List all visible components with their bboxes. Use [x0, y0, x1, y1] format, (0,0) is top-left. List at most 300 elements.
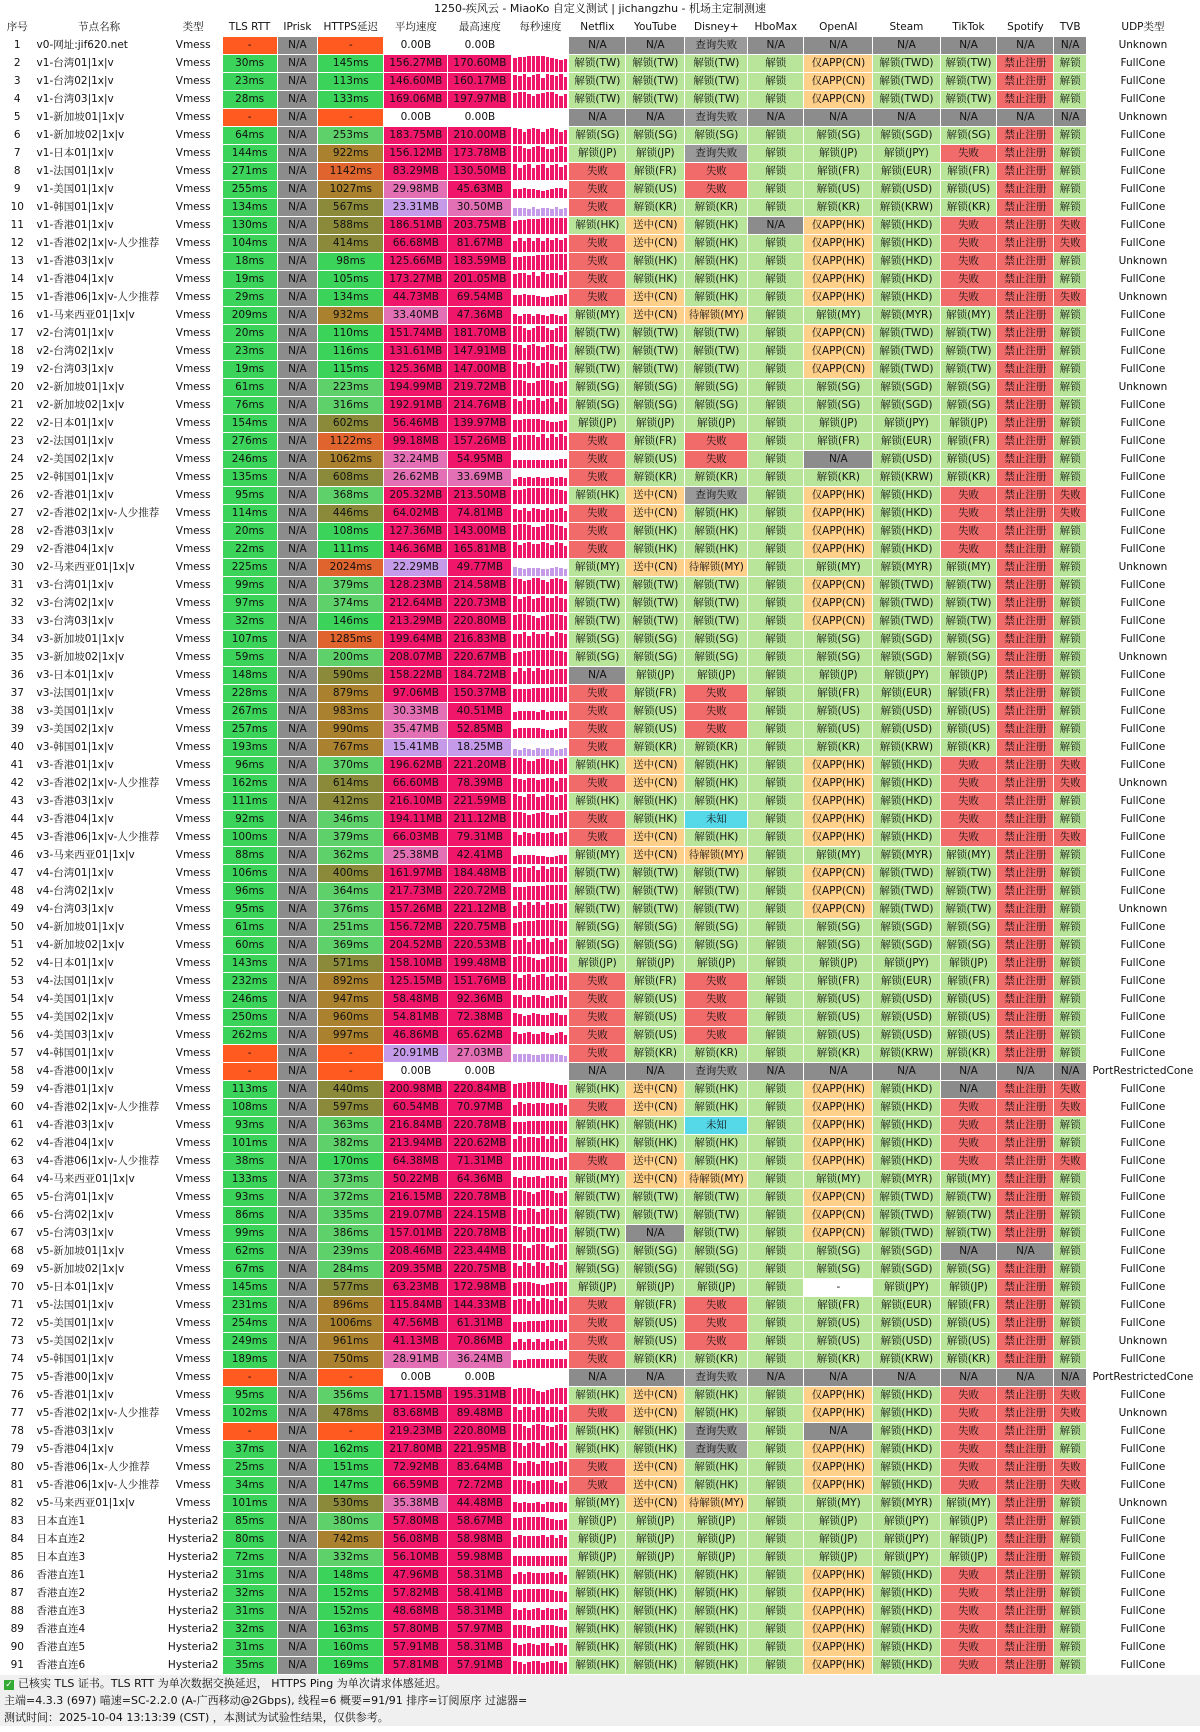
- speed-bar: [559, 74, 563, 90]
- cell-netflix: 解锁(HK): [569, 793, 626, 811]
- cell-openai: 仅APP(HK): [804, 1441, 873, 1459]
- cell-name: v2-日本01|1x|v: [34, 415, 164, 433]
- speed-bar: [527, 400, 531, 414]
- cell-index: 64: [1, 1171, 35, 1189]
- cell-type: Vmess: [164, 1189, 222, 1207]
- cell-max: 221.12MB: [448, 901, 512, 919]
- cell-netflix: 失败: [569, 973, 626, 991]
- cell-iprisk: N/A: [277, 289, 318, 307]
- speed-bar: [546, 1359, 550, 1368]
- cell-iprisk: N/A: [277, 1009, 318, 1027]
- cell-netflix: 解锁(TW): [569, 1225, 626, 1243]
- cell-type: Vmess: [164, 577, 222, 595]
- speed-sparkline: [512, 307, 568, 324]
- cell-https: 160ms: [318, 1639, 384, 1657]
- table-row: [1, 937, 1200, 955]
- cell-type: Vmess: [164, 739, 222, 757]
- cell-spotify: 禁止注册: [997, 55, 1054, 73]
- cell-avg: 28.91MB: [384, 1351, 448, 1369]
- cell-tiktok: 解锁(US): [940, 1027, 997, 1045]
- speed-sparkline: [512, 757, 568, 774]
- cell-max: 57.91MB: [448, 1657, 512, 1675]
- speed-bar: [550, 128, 554, 144]
- speed-bar: [523, 614, 527, 630]
- cell-openai: 解锁(US): [804, 1027, 873, 1045]
- cell-name: v5-日本01|1x|v: [34, 1279, 164, 1297]
- cell-https: 108ms: [318, 523, 384, 541]
- cell-name: v1-法国01|1x|v: [34, 163, 164, 181]
- cell-index: 16: [1, 307, 35, 325]
- speed-bar: [527, 778, 531, 792]
- speed-sparkline: [512, 1243, 568, 1260]
- cell-youtube: 送中(CN): [626, 1495, 685, 1513]
- cell-netflix: 解锁(HK): [569, 1081, 626, 1099]
- speed-bar: [532, 1209, 536, 1224]
- speed-bar: [546, 902, 550, 918]
- speed-bar: [564, 1157, 568, 1170]
- speed-bar: [523, 460, 527, 468]
- speed-bar: [550, 778, 554, 792]
- speed-bar: [564, 866, 568, 882]
- cell-name: v5-新加坡01|1x|v: [34, 1243, 164, 1261]
- cell-iprisk: N/A: [277, 199, 318, 217]
- cell-netflix: 解锁(SG): [569, 379, 626, 397]
- speed-bar: [518, 1244, 522, 1260]
- cell-disney: 解锁(TW): [685, 343, 748, 361]
- cell-tls: 135ms: [222, 469, 277, 487]
- table-row: [1, 397, 1200, 415]
- speed-bar: [555, 383, 559, 396]
- table-row: [1, 1027, 1200, 1045]
- cell-persec: [512, 343, 569, 361]
- cell-netflix: 失败: [569, 451, 626, 469]
- speed-bar: [518, 652, 522, 666]
- speed-bar: [546, 1299, 550, 1314]
- speed-bar: [559, 833, 563, 846]
- cell-openai: 解锁(SG): [804, 379, 873, 397]
- cell-tls: 28ms: [222, 91, 277, 109]
- cell-name: v5-香港06|1x-人少推荐: [34, 1459, 164, 1477]
- cell-netflix: 失败: [569, 775, 626, 793]
- speed-bar: [564, 1244, 568, 1260]
- speed-bar: [541, 1342, 545, 1350]
- cell-youtube: 解锁(TW): [626, 577, 685, 595]
- speed-bar: [523, 1104, 527, 1116]
- cell-openai: 仅APP(HK): [804, 811, 873, 829]
- speed-bar: [518, 1410, 522, 1422]
- speed-sparkline: [512, 865, 568, 882]
- cell-max: 216.83MB: [448, 631, 512, 649]
- cell-tiktok: 失败: [940, 505, 997, 523]
- speed-bar: [559, 543, 563, 558]
- footer: [0, 1675, 1200, 1726]
- speed-sparkline: [512, 217, 568, 234]
- cell-tvb: 解锁: [1054, 145, 1087, 163]
- table-row: [1, 1369, 1200, 1387]
- cell-openai: 解锁(MY): [804, 307, 873, 325]
- speed-bar: [527, 1032, 531, 1044]
- cell-steam: 解锁(HKD): [873, 1405, 940, 1423]
- speed-sparkline: [512, 523, 568, 540]
- speed-bar: [550, 434, 554, 450]
- cell-name: v1-新加坡01|1x|v: [34, 109, 164, 127]
- header-steam: Steam: [873, 19, 940, 37]
- cell-steam: 解锁(TWD): [873, 361, 940, 379]
- cell-openai: 仅APP(CN): [804, 325, 873, 343]
- speed-bar: [555, 1520, 559, 1530]
- speed-bar: [564, 748, 568, 756]
- speed-bar: [555, 920, 559, 936]
- cell-avg: 212.64MB: [384, 595, 448, 613]
- cell-type: Vmess: [164, 1261, 222, 1279]
- cell-index: 36: [1, 667, 35, 685]
- cell-type: Vmess: [164, 199, 222, 217]
- cell-netflix: 解锁(JP): [569, 1513, 626, 1531]
- header-netflix: Netflix: [569, 19, 626, 37]
- cell-avg: 57.80MB: [384, 1513, 448, 1531]
- speed-bar: [550, 381, 554, 396]
- cell-iprisk: N/A: [277, 1423, 318, 1441]
- speed-bar: [536, 1156, 540, 1170]
- speed-bar: [518, 168, 522, 180]
- speed-bar: [559, 1556, 563, 1566]
- cell-iprisk: N/A: [277, 685, 318, 703]
- cell-youtube: 解锁(JP): [626, 415, 685, 433]
- speed-bar: [541, 78, 545, 90]
- cell-name: v2-新加坡01|1x|v: [34, 379, 164, 397]
- cell-udp: FullCone: [1086, 1189, 1199, 1207]
- speed-bar: [564, 254, 568, 270]
- cell-https: 961ms: [318, 1333, 384, 1351]
- cell-max: 83.64MB: [448, 1459, 512, 1477]
- speed-bar: [536, 975, 540, 990]
- speed-bar: [513, 460, 517, 468]
- cell-tiktok: 解锁(KR): [940, 469, 997, 487]
- cell-max: 181.70MB: [448, 325, 512, 343]
- cell-name: v3-台湾01|1x|v: [34, 577, 164, 595]
- cell-spotify: 禁止注册: [997, 1513, 1054, 1531]
- cell-max: 79.31MB: [448, 829, 512, 847]
- speed-bar: [564, 208, 568, 216]
- cell-hbomax: 解锁: [748, 1225, 804, 1243]
- speed-bar: [513, 1342, 517, 1350]
- cell-steam: 解锁(USD): [873, 1009, 940, 1027]
- cell-udp: Unknown: [1086, 1333, 1199, 1351]
- speed-bar: [541, 886, 545, 900]
- cell-tiktok: 失败: [940, 1459, 997, 1477]
- cell-persec: [512, 433, 569, 451]
- cell-name: v3-香港06|1x|v-人少推荐: [34, 829, 164, 847]
- cell-hbomax: 解锁: [748, 1603, 804, 1621]
- speed-bar: [546, 1643, 550, 1656]
- speed-bar: [555, 1178, 559, 1188]
- cell-disney: 失败: [685, 451, 748, 469]
- speed-bar: [555, 867, 559, 882]
- cell-tvb: 解锁: [1054, 883, 1087, 901]
- cell-type: Vmess: [164, 811, 222, 829]
- cell-https: 98ms: [318, 253, 384, 271]
- cell-name: v5-香港04|1x|v: [34, 1441, 164, 1459]
- speed-bar: [532, 688, 536, 702]
- speed-bar: [546, 749, 550, 756]
- speed-bar: [546, 1625, 550, 1638]
- cell-netflix: 失败: [569, 1333, 626, 1351]
- cell-openai: 仅APP(HK): [804, 1603, 873, 1621]
- cell-openai: 解锁(SG): [804, 919, 873, 937]
- speed-sparkline: [512, 1171, 568, 1188]
- speed-bar: [523, 489, 527, 504]
- speed-bar: [523, 478, 527, 486]
- speed-bar: [513, 1105, 517, 1116]
- cell-tls: 60ms: [222, 937, 277, 955]
- cell-max: 157.26MB: [448, 433, 512, 451]
- speed-bar: [541, 56, 545, 72]
- cell-openai: 解锁(KR): [804, 739, 873, 757]
- speed-bar: [536, 634, 540, 648]
- cell-tvb: 解锁: [1054, 973, 1087, 991]
- cell-persec: [512, 1297, 569, 1315]
- speed-bar: [536, 1176, 540, 1188]
- speed-bar: [564, 687, 568, 702]
- cell-steam: 解锁(JPY): [873, 415, 940, 433]
- cell-tiktok: 解锁(MY): [940, 1495, 997, 1513]
- speed-bar: [555, 94, 559, 108]
- cell-avg: 208.46MB: [384, 1243, 448, 1261]
- cell-max: 44.48MB: [448, 1495, 512, 1513]
- cell-spotify: 禁止注册: [997, 1387, 1054, 1405]
- cell-hbomax: 解锁: [748, 1045, 804, 1063]
- cell-disney: 解锁(SG): [685, 919, 748, 937]
- cell-netflix: 解锁(HK): [569, 1567, 626, 1585]
- speed-bar: [523, 671, 527, 684]
- speed-sparkline: [512, 1513, 568, 1530]
- cell-spotify: 禁止注册: [997, 91, 1054, 109]
- speed-bar: [559, 749, 563, 756]
- speed-bar: [564, 511, 568, 522]
- cell-index: 46: [1, 847, 35, 865]
- cell-disney: 解锁(HK): [685, 1387, 748, 1405]
- cell-iprisk: N/A: [277, 379, 318, 397]
- cell-spotify: 禁止注册: [997, 217, 1054, 235]
- cell-avg: 0.00B: [384, 37, 448, 55]
- cell-openai: 仅APP(CN): [804, 883, 873, 901]
- table-row: [1, 1135, 1200, 1153]
- cell-index: 71: [1, 1297, 35, 1315]
- speed-bar: [523, 348, 527, 360]
- speed-bar: [550, 218, 554, 234]
- cell-tls: 114ms: [222, 505, 277, 523]
- cell-index: 88: [1, 1603, 35, 1621]
- cell-tiktok: 解锁(TW): [940, 1189, 997, 1207]
- speed-sparkline: [512, 343, 568, 360]
- cell-name: v5-马来西亚01|1x|v: [34, 1495, 164, 1513]
- cell-tvb: 解锁: [1054, 55, 1087, 73]
- speed-bar: [523, 1230, 527, 1242]
- speed-bar: [541, 1446, 545, 1458]
- cell-tiktok: 解锁(SG): [940, 937, 997, 955]
- cell-hbomax: 解锁: [748, 343, 804, 361]
- cell-disney: 解锁(KR): [685, 1351, 748, 1369]
- cell-youtube: 解锁(TW): [626, 73, 685, 91]
- speed-bar: [564, 1610, 568, 1620]
- cell-openai: 仅APP(HK): [804, 1585, 873, 1603]
- speed-sparkline: [512, 1081, 568, 1098]
- cell-index: 17: [1, 325, 35, 343]
- cell-iprisk: N/A: [277, 1045, 318, 1063]
- cell-avg: 125.66MB: [384, 253, 448, 271]
- speed-sparkline: [512, 919, 568, 936]
- cell-hbomax: 解锁: [748, 235, 804, 253]
- speed-bar: [559, 1446, 563, 1458]
- speed-bar: [564, 921, 568, 936]
- speed-bar: [532, 256, 536, 270]
- speed-bar: [541, 1573, 545, 1584]
- cell-spotify: 禁止注册: [997, 1261, 1054, 1279]
- cell-https: 1285ms: [318, 631, 384, 649]
- cell-udp: FullCone: [1086, 217, 1199, 235]
- cell-iprisk: N/A: [277, 235, 318, 253]
- cell-openai: 解锁(JP): [804, 667, 873, 685]
- speed-bar: [536, 618, 540, 630]
- speed-bar: [550, 75, 554, 90]
- cell-persec: [512, 1423, 569, 1441]
- cell-iprisk: N/A: [277, 217, 318, 235]
- cell-steam: 解锁(TWD): [873, 613, 940, 631]
- cell-tiktok: 解锁(JP): [940, 415, 997, 433]
- speed-bar: [546, 1390, 550, 1404]
- cell-disney: 解锁(JP): [685, 955, 748, 973]
- speed-bar: [527, 345, 531, 360]
- speed-bar: [541, 996, 545, 1008]
- cell-persec: [512, 613, 569, 631]
- speed-bar: [532, 578, 536, 594]
- cell-persec: [512, 217, 569, 235]
- cell-persec: [512, 1207, 569, 1225]
- cell-https: 170ms: [318, 1153, 384, 1171]
- cell-spotify: 禁止注册: [997, 685, 1054, 703]
- cell-persec: [512, 1099, 569, 1117]
- cell-udp: FullCone: [1086, 1261, 1199, 1279]
- speed-bar: [555, 1359, 559, 1368]
- table-row: [1, 37, 1200, 55]
- cell-max: 210.00MB: [448, 127, 512, 145]
- cell-hbomax: 解锁: [748, 469, 804, 487]
- cell-hbomax: 解锁: [748, 955, 804, 973]
- cell-max: 72.72MB: [448, 1477, 512, 1495]
- cell-openai: 仅APP(CN): [804, 901, 873, 919]
- cell-type: Vmess: [164, 109, 222, 127]
- speed-bar: [513, 362, 517, 378]
- cell-hbomax: 解锁: [748, 73, 804, 91]
- cell-udp: FullCone: [1086, 1603, 1199, 1621]
- speed-bar: [523, 165, 527, 180]
- cell-netflix: 失败: [569, 253, 626, 271]
- cell-hbomax: 解锁: [748, 1027, 804, 1045]
- speed-bar: [513, 940, 517, 954]
- speed-bar: [564, 1575, 568, 1584]
- speed-bar: [532, 1425, 536, 1440]
- cell-name: v1-香港04|1x|v: [34, 271, 164, 289]
- cell-type: Vmess: [164, 1495, 222, 1513]
- cell-openai: 解锁(FR): [804, 685, 873, 703]
- cell-max: 30.50MB: [448, 199, 512, 217]
- cell-hbomax: 解锁: [748, 631, 804, 649]
- speed-bar: [541, 1517, 545, 1530]
- speed-bar: [527, 1192, 531, 1206]
- cell-youtube: 解锁(HK): [626, 793, 685, 811]
- speed-bar: [546, 508, 550, 522]
- cell-persec: [512, 289, 569, 307]
- cell-tvb: 解锁: [1054, 415, 1087, 433]
- speed-bar: [550, 748, 554, 756]
- cell-netflix: 解锁(TW): [569, 325, 626, 343]
- cell-disney: 解锁(JP): [685, 667, 748, 685]
- speed-bar: [564, 1191, 568, 1206]
- cell-index: 22: [1, 415, 35, 433]
- cell-tvb: 解锁: [1054, 163, 1087, 181]
- speed-bar: [527, 1359, 531, 1368]
- speed-bar: [550, 209, 554, 216]
- cell-persec: [512, 1657, 569, 1675]
- cell-avg: 173.27MB: [384, 271, 448, 289]
- speed-bar: [536, 238, 540, 252]
- cell-steam: 解锁(KRW): [873, 469, 940, 487]
- speed-bar: [541, 959, 545, 972]
- speed-bar: [523, 1446, 527, 1458]
- cell-tiktok: N/A: [940, 1063, 997, 1081]
- speed-sparkline: [512, 1477, 568, 1494]
- cell-steam: 解锁(SGD): [873, 1243, 940, 1261]
- cell-steam: 解锁(JPY): [873, 1549, 940, 1567]
- cell-youtube: 送中(CN): [626, 829, 685, 847]
- speed-bar: [564, 459, 568, 468]
- speed-bar: [546, 1480, 550, 1494]
- speed-bar: [518, 812, 522, 828]
- cell-tvb: 解锁: [1054, 199, 1087, 217]
- speed-bar: [564, 1105, 568, 1116]
- speed-bar: [559, 669, 563, 684]
- speed-bar: [564, 812, 568, 828]
- cell-iprisk: N/A: [277, 91, 318, 109]
- cell-type: Vmess: [164, 181, 222, 199]
- speed-bar: [541, 510, 545, 522]
- cell-tiktok: N/A: [940, 1081, 997, 1099]
- cell-max: 201.05MB: [448, 271, 512, 289]
- cell-max: 147.00MB: [448, 361, 512, 379]
- cell-hbomax: 解锁: [748, 379, 804, 397]
- speed-bar: [555, 402, 559, 414]
- speed-bar: [546, 460, 550, 468]
- speed-bar: [527, 794, 531, 810]
- speed-sparkline: [512, 1189, 568, 1206]
- cell-disney: 失败: [685, 181, 748, 199]
- table-row: [1, 847, 1200, 865]
- speed-bar: [527, 1248, 531, 1260]
- cell-avg: 213.29MB: [384, 613, 448, 631]
- cell-netflix: N/A: [569, 109, 626, 127]
- speed-bar: [546, 1662, 550, 1674]
- speed-bar: [513, 208, 517, 216]
- speed-bar: [555, 1661, 559, 1674]
- cell-disney: 解锁(TW): [685, 91, 748, 109]
- speed-bar: [527, 1481, 531, 1494]
- cell-persec: [512, 1549, 569, 1567]
- table-row: [1, 883, 1200, 901]
- cell-tiktok: 失败: [940, 1405, 997, 1423]
- cell-udp: Unknown: [1086, 379, 1199, 397]
- cell-max: 40.51MB: [448, 703, 512, 721]
- speed-bar: [564, 1388, 568, 1404]
